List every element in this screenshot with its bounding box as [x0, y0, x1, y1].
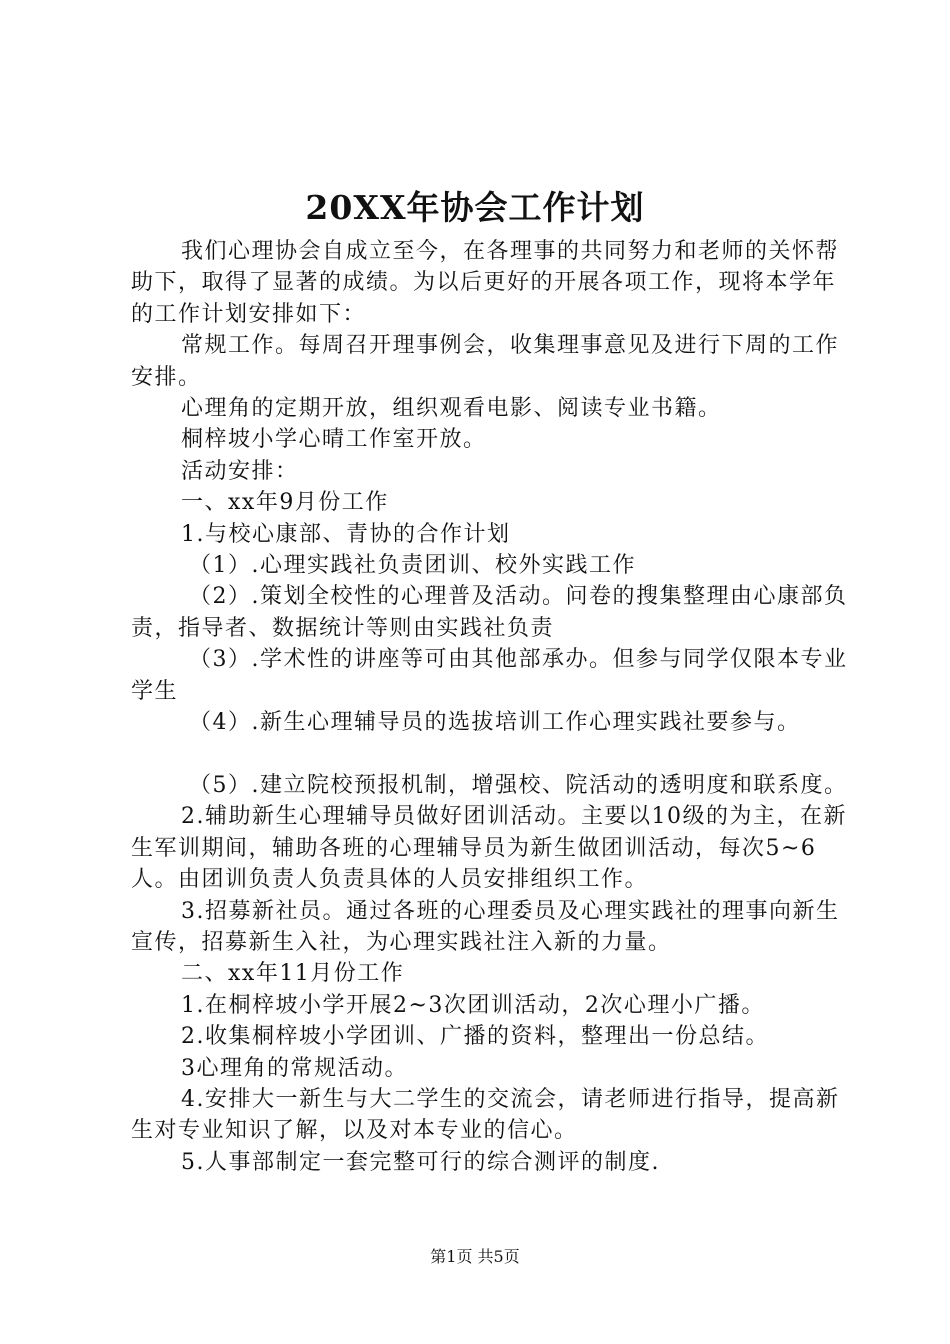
paragraph-studio-open: 桐梓坡小学心晴工作室开放。 — [181, 427, 487, 453]
paragraph-activity-heading: 活动安排： — [181, 458, 299, 484]
list-item: 1.与校心康部、青协的合作计划 — [181, 521, 511, 547]
section-heading-november: 二、xx年11月份工作 — [181, 961, 405, 987]
list-item: 2.收集桐梓坡小学团训、广播的资料，整理出一份总结。 — [181, 1024, 769, 1050]
list-item: （2）.策划全校性的心理普及活动。问卷的搜集整理由心康部负责，指导者、数据统计等则由实践社负责 — [131, 584, 848, 641]
list-item: （3）.学术性的讲座等可由其他部承办。但参与同学仅限本专业学生 — [131, 647, 848, 704]
list-item: 3心理角的常规活动。 — [181, 1055, 408, 1081]
paragraph-routine-work: 常规工作。每周召开理事例会，收集理事意见及进行下周的工作安排。 — [131, 333, 840, 390]
list-item: 3.招募新社员。通过各班的心理委员及心理实践社的理事向新生宣传，招募新生入社，为心理实践社注入新的力量。 — [131, 898, 840, 955]
list-item: （5）.建立院校预报机制，增强校、院活动的透明度和联系度。 — [189, 772, 848, 798]
section-heading-september: 一、xx年9月份工作 — [181, 490, 389, 516]
paragraph-intro: 我们心理协会自成立至今，在各理事的共同努力和老师的关怀帮助下，取得了显著的成绩。为以后更好的开展各项工作，现将本学年的工作计划安排如下： — [131, 239, 840, 327]
document-title: 20XX年协会工作计划 — [305, 188, 645, 227]
paragraph-psych-corner: 心理角的定期开放，组织观看电影、阅读专业书籍。 — [181, 396, 722, 422]
list-item: 1.在桐梓坡小学开展2~3次团训活动，2次心理小广播。 — [181, 992, 765, 1018]
page-footer: 第1页 共5页 — [430, 1247, 520, 1266]
list-item: 4.安排大一新生与大二学生的交流会，请老师进行指导，提高新生对专业知识了解，以及对本专业的信心。 — [131, 1086, 840, 1144]
list-item: 2.辅助新生心理辅导员做好团训活动。主要以10级的为主，在新生军训期间，辅助各班的心理辅导员为新生做团训活动，每次5~6人。由团训负责人负责具体的人员安排组织工作。 — [131, 804, 847, 893]
document-body — [131, 236, 851, 1178]
list-item: （1）.心理实践社负责团训、校外实践工作 — [189, 553, 636, 579]
blank-line — [131, 739, 851, 770]
list-item: （4）.新生心理辅导员的选拔培训工作心理实践社要参与。 — [189, 710, 801, 736]
list-item: 5.人事部制定一套完整可行的综合测评的制度. — [181, 1149, 660, 1175]
